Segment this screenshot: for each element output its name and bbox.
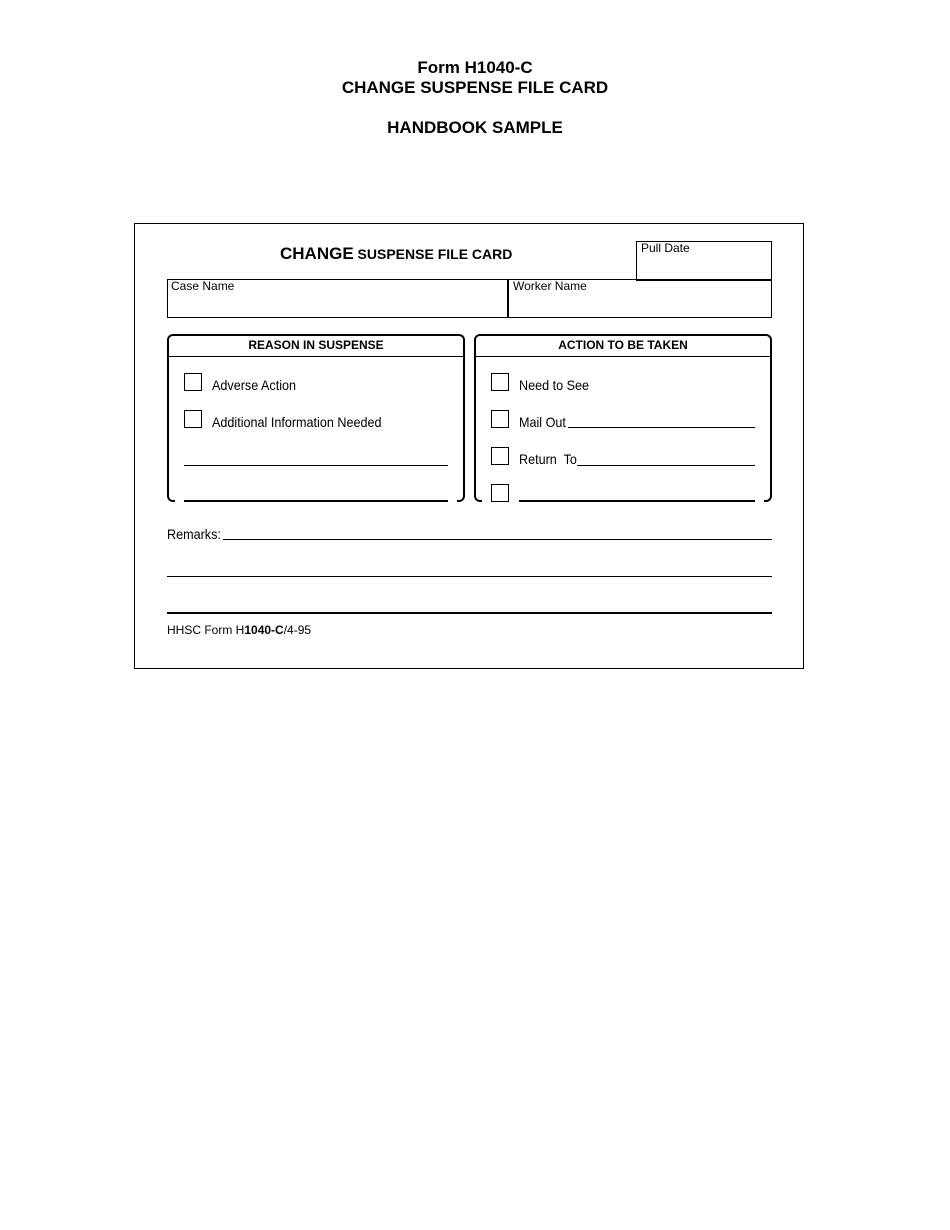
action-panel-corner-right xyxy=(764,486,772,502)
worker-name-field[interactable] xyxy=(507,279,772,318)
sample-label: HANDBOOK SAMPLE xyxy=(387,118,563,137)
additional-info-label: Additional Information Needed xyxy=(212,414,382,430)
footer-form-id: 1040-C xyxy=(244,623,284,637)
remarks-label: Remarks: xyxy=(167,526,221,542)
remarks-line-3[interactable] xyxy=(167,612,772,614)
card-title-rest: SUSPENSE FILE CARD xyxy=(353,246,513,262)
mail-out-line[interactable] xyxy=(568,427,755,428)
pull-date-label: Pull Date xyxy=(641,241,690,255)
footer-date: /4-95 xyxy=(283,623,312,637)
additional-info-checkbox[interactable] xyxy=(184,410,202,428)
need-to-see-checkbox[interactable] xyxy=(491,373,509,391)
remarks-line-2[interactable] xyxy=(167,576,772,577)
case-name-field[interactable] xyxy=(167,279,509,318)
action-panel-title: ACTION TO BE TAKEN xyxy=(476,336,770,357)
other-action-line[interactable] xyxy=(519,500,755,502)
return-to-label: Return To xyxy=(519,451,577,467)
reason-panel-corner-right xyxy=(457,486,465,502)
reason-blank-line-1[interactable] xyxy=(184,465,448,466)
mail-out-label: Mail Out xyxy=(519,414,566,430)
other-action-checkbox[interactable] xyxy=(491,484,509,502)
reason-blank-line-2[interactable] xyxy=(184,500,448,502)
form-title: CHANGE SUSPENSE FILE CARD xyxy=(341,78,609,97)
pull-date-field[interactable] xyxy=(636,241,772,281)
card-title xyxy=(280,244,512,264)
need-to-see-label: Need to See xyxy=(519,377,590,393)
action-panel-corner-left xyxy=(474,486,482,502)
return-to-line[interactable] xyxy=(577,465,755,466)
adverse-action-checkbox[interactable] xyxy=(184,373,202,391)
worker-name-label: Worker Name xyxy=(513,279,587,293)
return-to-checkbox[interactable] xyxy=(491,447,509,465)
reason-panel-title: REASON IN SUSPENSE xyxy=(169,336,463,357)
case-name-label: Case Name xyxy=(171,279,235,293)
mail-out-checkbox[interactable] xyxy=(491,410,509,428)
adverse-action-label: Adverse Action xyxy=(212,377,297,393)
action-panel-divider xyxy=(474,356,772,357)
reason-panel-divider xyxy=(167,356,465,357)
remarks-line-1[interactable] xyxy=(223,539,772,540)
reason-panel-corner-left xyxy=(167,486,175,502)
footer-prefix: HHSC Form H xyxy=(167,623,245,637)
form-footer xyxy=(167,623,311,637)
form-number: Form H1040-C xyxy=(417,58,533,77)
card-title-change: CHANGE xyxy=(280,244,354,263)
